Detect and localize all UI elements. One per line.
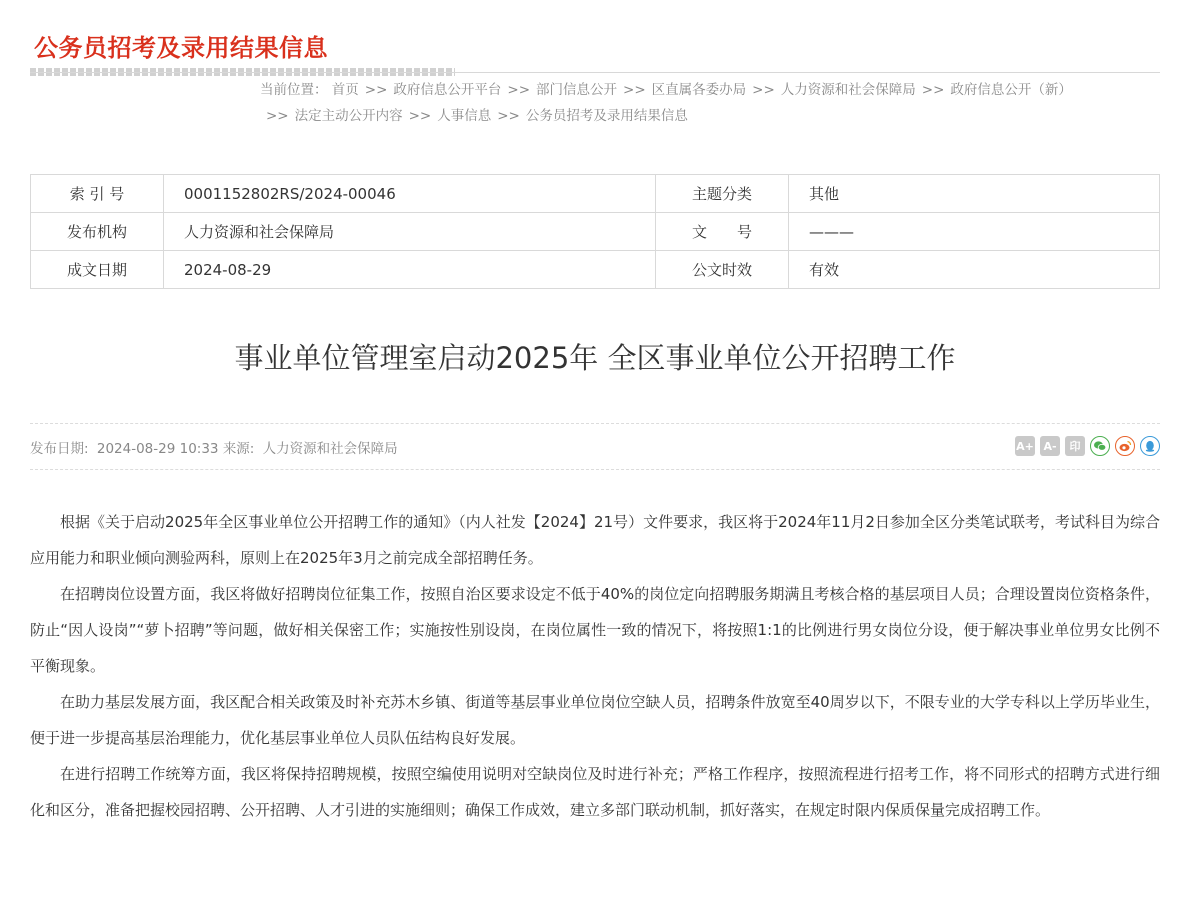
publish-info bbox=[30, 437, 398, 457]
breadcrumb-separator: >> bbox=[752, 82, 775, 98]
breadcrumb-separator: >> bbox=[623, 82, 646, 98]
breadcrumb-separator: >> bbox=[921, 82, 945, 98]
title-divider bbox=[30, 72, 1160, 73]
breadcrumb-item-home[interactable]: 首页 bbox=[331, 82, 359, 98]
breadcrumb-item-gov-info-platform[interactable]: 政府信息公开平台 bbox=[393, 82, 502, 98]
breadcrumb-item-department-info[interactable]: 部门信息公开 bbox=[536, 82, 618, 98]
font-decrease-button[interactable]: A- bbox=[1040, 436, 1060, 456]
index-number-value: 0001152802RS/2024-00046 bbox=[164, 175, 656, 213]
source-value: 人力资源和社会保障局 bbox=[262, 441, 398, 457]
print-button[interactable]: 印 bbox=[1065, 436, 1085, 456]
breadcrumb-separator: >> bbox=[364, 82, 388, 98]
breadcrumb-separator: >> bbox=[408, 108, 432, 124]
validity-value: 有效 bbox=[789, 251, 1160, 289]
wechat-icon[interactable] bbox=[1090, 436, 1110, 456]
index-number-label: 索 引 号 bbox=[31, 175, 164, 213]
breadcrumb-item-hr-bureau[interactable]: 人力资源和社会保障局 bbox=[780, 82, 916, 98]
breadcrumb bbox=[260, 77, 1090, 129]
breadcrumb-separator: >> bbox=[507, 82, 531, 98]
publish-date: 2024-08-29 10:33 bbox=[96, 441, 219, 457]
validity-label: 公文时效 bbox=[656, 251, 789, 289]
breadcrumb-item-personnel-info[interactable]: 人事信息 bbox=[437, 108, 492, 124]
breadcrumb-item-recruitment-results[interactable]: 公务员招考及录用结果信息 bbox=[525, 108, 688, 124]
written-date-value: 2024-08-29 bbox=[164, 251, 656, 289]
issuing-agency-value: 人力资源和社会保障局 bbox=[164, 213, 656, 251]
document-number-value: ——— bbox=[789, 213, 1160, 251]
breadcrumb-item-gov-info-new[interactable]: 政府信息公开（新） bbox=[950, 82, 1072, 98]
breadcrumb-separator: >> bbox=[497, 108, 520, 124]
publish-date-label: 发布日期: bbox=[30, 441, 89, 457]
source-label: 来源: bbox=[222, 441, 255, 457]
article-paragraph: 根据《关于启动2025年全区事业单位公开招聘工作的通知》（内人社发【2024】21号）文件要求，我区将于2024年11月2日参加全区分类笔试联考，考试科目为综合应用能力和职业倾向测验两科，原则上在2025年3月之前完成全部招聘任务。 bbox=[30, 513, 1160, 567]
breadcrumb-item-district-bureaus[interactable]: 区直属各委办局 bbox=[651, 82, 747, 98]
page-title: 公务员招考及录用结果信息 bbox=[34, 34, 328, 62]
breadcrumb-item-statutory-disclosure[interactable]: 法定主动公开内容 bbox=[294, 108, 403, 124]
divider bbox=[30, 423, 1160, 424]
article-paragraph: 在进行招聘工作统筹方面，我区将保持招聘规模，按照空编使用说明对空缺岗位及时进行补充；严格工作程序，按照流程进行招考工作，将不同形式的招聘方式进行细化和区分，准备把握校园招聘、公开招聘、人才引进的实施细则；确保工作成效，建立多部门联动机制，抓好落实，在规定时限内保质保量完成招聘工作。 bbox=[30, 765, 1160, 819]
document-metadata-table bbox=[30, 174, 1160, 289]
breadcrumb-separator: >> bbox=[266, 108, 289, 124]
weibo-icon[interactable] bbox=[1115, 436, 1135, 456]
article-toolbar bbox=[1015, 436, 1160, 456]
document-number-label: 文 号 bbox=[656, 213, 789, 251]
metadata-row bbox=[31, 175, 1160, 213]
qq-icon[interactable] bbox=[1140, 436, 1160, 456]
topic-category-label: 主题分类 bbox=[656, 175, 789, 213]
topic-category-value: 其他 bbox=[789, 175, 1160, 213]
article-paragraph: 在助力基层发展方面，我区配合相关政策及时补充苏木乡镇、街道等基层事业单位岗位空缺人员，招聘条件放宽至40周岁以下，不限专业的大学专科以上学历毕业生，便于进一步提高基层治理能力，优化基层事业单位人员队伍结构良好发展。 bbox=[30, 693, 1160, 747]
font-increase-button[interactable]: A+ bbox=[1015, 436, 1035, 456]
breadcrumb-prefix: 当前位置： bbox=[260, 82, 328, 98]
written-date-label: 成文日期 bbox=[31, 251, 164, 289]
article-paragraph: 在招聘岗位设置方面，我区将做好招聘岗位征集工作，按照自治区要求设定不低于40%的岗位定向招聘服务期满且考核合格的基层项目人员；合理设置岗位资格条件，防止“因人设岗”“萝卜招聘”等问题，做好相关保密工作；实施按性别设岗，在岗位属性一致的情况下，将按照1:1的比例进行男女岗位分设，便于解决事业单位男女比例不平衡现象。 bbox=[30, 585, 1160, 675]
article-body bbox=[30, 504, 1160, 828]
metadata-row bbox=[31, 213, 1160, 251]
article-title: 事业单位管理室启动2025年 全区事业单位公开招聘工作 bbox=[234, 341, 956, 375]
metadata-row bbox=[31, 251, 1160, 289]
divider bbox=[30, 469, 1160, 470]
issuing-agency-label: 发布机构 bbox=[31, 213, 164, 251]
